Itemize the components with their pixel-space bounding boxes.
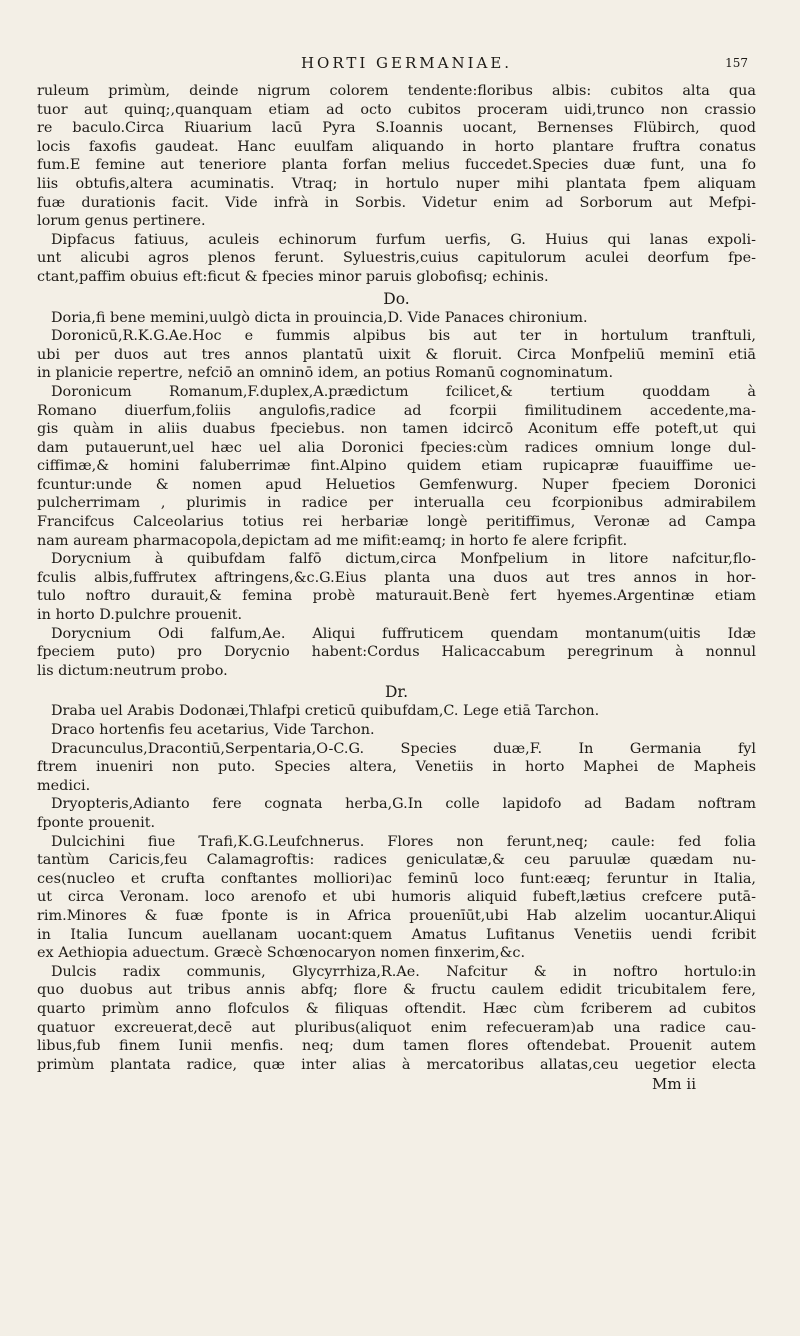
text-line: Dryopteris,Adianto fere cognata herba,G.In colle lapidofo ad Badam noftram: [51, 796, 756, 813]
text-line: tantùm Caricis,feu Calamagroftis: radices geniculatæ,& ceu paruulæ quædam nu-: [37, 852, 756, 869]
text-line: Doronicum Romanum,F.duplex,A.prædictum fcilicet,& tertium quoddam à: [51, 383, 756, 400]
text-line: Dulcichini fiue Trafi,K.G.Leufchnerus. Flores non ferunt,neq; caule: fed folia: [51, 833, 756, 850]
text-line: Dorycnium Odi falfum,Ae. Aliqui fuffruticem quendam montanum(uitis Idæ: [51, 625, 756, 642]
text-line: ftrem inueniri non puto. Species altera, Venetiis in horto Maphei de Mapheis: [37, 759, 756, 776]
text-line: lorum genus pertinere.: [37, 213, 206, 230]
text-line: medici.: [37, 777, 91, 794]
text-line: ces(nucleo et crufta conftantes molliori)ac feminū loco funt:eæq; feruntur in Italia,: [37, 870, 756, 887]
text-line: fpeciem puto) pro Dorycnio habent:Cordus Halicaccabum peregrinum à nonnul: [37, 644, 756, 661]
text-line: liis obtufis,altera acuminatis. Vtraq; in hortulo nuper mihi plantata fpem aliquam: [37, 175, 756, 192]
text-line: ctant,paffim obuius eft:ficut & fpecies minor paruis globofisq; echinis.: [37, 268, 549, 285]
text-line: Dracunculus,Dracontiū,Serpentaria,O-C.G. Species duæ,F. In Germania fyl: [51, 740, 756, 757]
text-line: quarto primùm anno flofculos & filiquas oftendit. Hæc cùm fcriberem ad cubitos: [37, 1000, 756, 1017]
section-heading-do: Do.: [383, 289, 410, 308]
text-line: tulo noftro durauit,& femina probè maturauit.Benè fert hyemes.Argentinæ etiam: [37, 588, 756, 605]
page-header: [37, 54, 756, 76]
text-line: ubi per duos aut tres annos plantatū uixit & floruit. Circa Monfpeliū meminī etiā: [37, 346, 756, 363]
text-line: lis dictum:neutrum probo.: [37, 662, 228, 679]
text-line: fponte prouenit.: [37, 814, 156, 831]
text-line: in planicie repertre, nefciō an omninō idem, an potius Romanū cognominatum.: [37, 365, 614, 382]
text-line: Doronicū,R.K.G.Ae.Hoc e fummis alpibus bis aut ter in hortulum tranftuli,: [51, 328, 756, 345]
section-heading-dr: Dr.: [384, 683, 409, 702]
text-line: Draco hortenfis feu acetarius, Vide Tarchon.: [51, 722, 375, 738]
text-line: Dipfacus fatiuus, aculeis echinorum furfum uerfis, G. Huius qui lanas expoli-: [51, 231, 756, 248]
text-line: Romano diuerfum,foliis angulofis,radice ad fcorpii fimilitudinem accedente,ma-: [37, 402, 756, 419]
text-line: dam putauerunt,uel hæc uel alia Doronici fpecies:cùm radices omnium longe dul-: [37, 439, 756, 456]
page-number: 157: [725, 56, 748, 70]
text-line: Dorycnium à quibufdam falfō dictum,circa Monfpelium in litore nafcitur,flo-: [51, 551, 756, 568]
text-line: Doria,fi bene memini,uulgò dicta in prouincia,D. Vide Panaces chironium.: [51, 309, 588, 326]
text-block-dipsacus: [37, 82, 756, 287]
text-line: in horto D.pulchre prouenit.: [37, 607, 243, 624]
text-line: libus,fub finem Iunii menfis. neq; dum tamen flores oftendebat. Prouenit autem: [37, 1038, 756, 1055]
text-line: Draba uel Arabis Dodonæi,Thlafpi creticū quibufdam,C. Lege etiā Tarchon.: [51, 703, 600, 720]
text-line: fcuntur:unde & nomen apud Heluetios Gemfenwurg. Nuper fpeciem Doronici: [37, 476, 756, 493]
text-line: fculis albis,fuffrutex aftringens,&c.G.Eius planta una duos aut tres annos in hor-: [37, 569, 756, 586]
text-line: unt alicubi agros plenos ferunt. Syluestris,cuius capitulorum aculei deorfum fpe-: [37, 250, 756, 267]
text-line: Francifcus Calceolarius totius rei herbariæ longè peritiffimus, Veronæ ad Campa: [37, 514, 756, 531]
text-line: nam auream pharmacopola,depictam ad me mifit:eamq; in horto fe alere fcripfit.: [37, 532, 628, 549]
text-line: ciffimæ,& homini faluberrimæ fint.Alpino quidem etiam rupicapræ fuauiffime ue-: [37, 458, 756, 475]
main-text: [37, 82, 756, 1094]
text-block-doronicum: [37, 309, 756, 681]
text-line: quatuor excreuerat,decē aut pluribus(aliquot enim refecueram)ab una radice cau-: [37, 1019, 756, 1036]
text-line: fum.E femine aut teneriore planta forfan melius fuccedet.Species duæ funt, una fo: [37, 157, 756, 174]
signature-mark: Mm ii: [652, 1075, 696, 1094]
text-line: ex Aethiopia aduectum. Græcè Schœnocaryon nomen finxerim,&c.: [37, 945, 526, 962]
text-line: pulcherrimam , plurimis in radice per interualla ceu fcorpionibus admirabilem: [37, 495, 756, 512]
text-line: ut circa Veronam. loco arenofo et ubi humoris aliquid fubeft,lætius crefcere putā-: [37, 889, 756, 906]
text-line: tuor aut quinq;,quanquam etiam ad octo cubitos proceram uidi,trunco non crassio: [37, 101, 756, 118]
text-line: locis faxofis gaudeat. Hanc euulfam aliquando in horto plantare fruftra conatus: [37, 138, 756, 155]
text-line: in Italia Iuncum auellanam uocant:quem Amatus Lufitanus Venetiis uendi fcribit: [37, 926, 756, 943]
text-line: primùm plantata radice, quæ inter alias à mercatoribus allatas,ceu uegetior electa: [37, 1056, 756, 1073]
text-line: ruleum primùm, deinde nigrum colorem tendente:floribus albis: cubitos alta qua: [37, 83, 756, 99]
text-line: gis quàm in aliis duabus fpeciebus. non tamen idcircō Aconitum effe poteft,ut qui: [37, 421, 756, 438]
text-line: Dulcis radix communis, Glycyrrhiza,R.Ae. Nafcitur & in noftro hortulo:in: [51, 963, 756, 980]
text-line: fuæ durationis facit. Vide infrà in Sorbis. Videtur enim ad Sorborum aut Mefpi-: [37, 194, 756, 211]
text-line: quo duobus aut tribus annis abfq; flore & fructu caulem edidit tricubitalem fere,: [37, 982, 756, 999]
text-line: rim.Minores & fuæ fponte is in Africa prouenīūt,ubi Hab alzelim uocantur.Aliqui: [37, 907, 756, 924]
text-line: re baculo.Circa Riuarium lacū Pyra S.Ioannis uocant, Bernenses Flübirch, quod: [37, 120, 756, 137]
running-head: HORTI GERMANIAE.: [300, 54, 513, 72]
text-block-draba: [37, 702, 756, 1074]
